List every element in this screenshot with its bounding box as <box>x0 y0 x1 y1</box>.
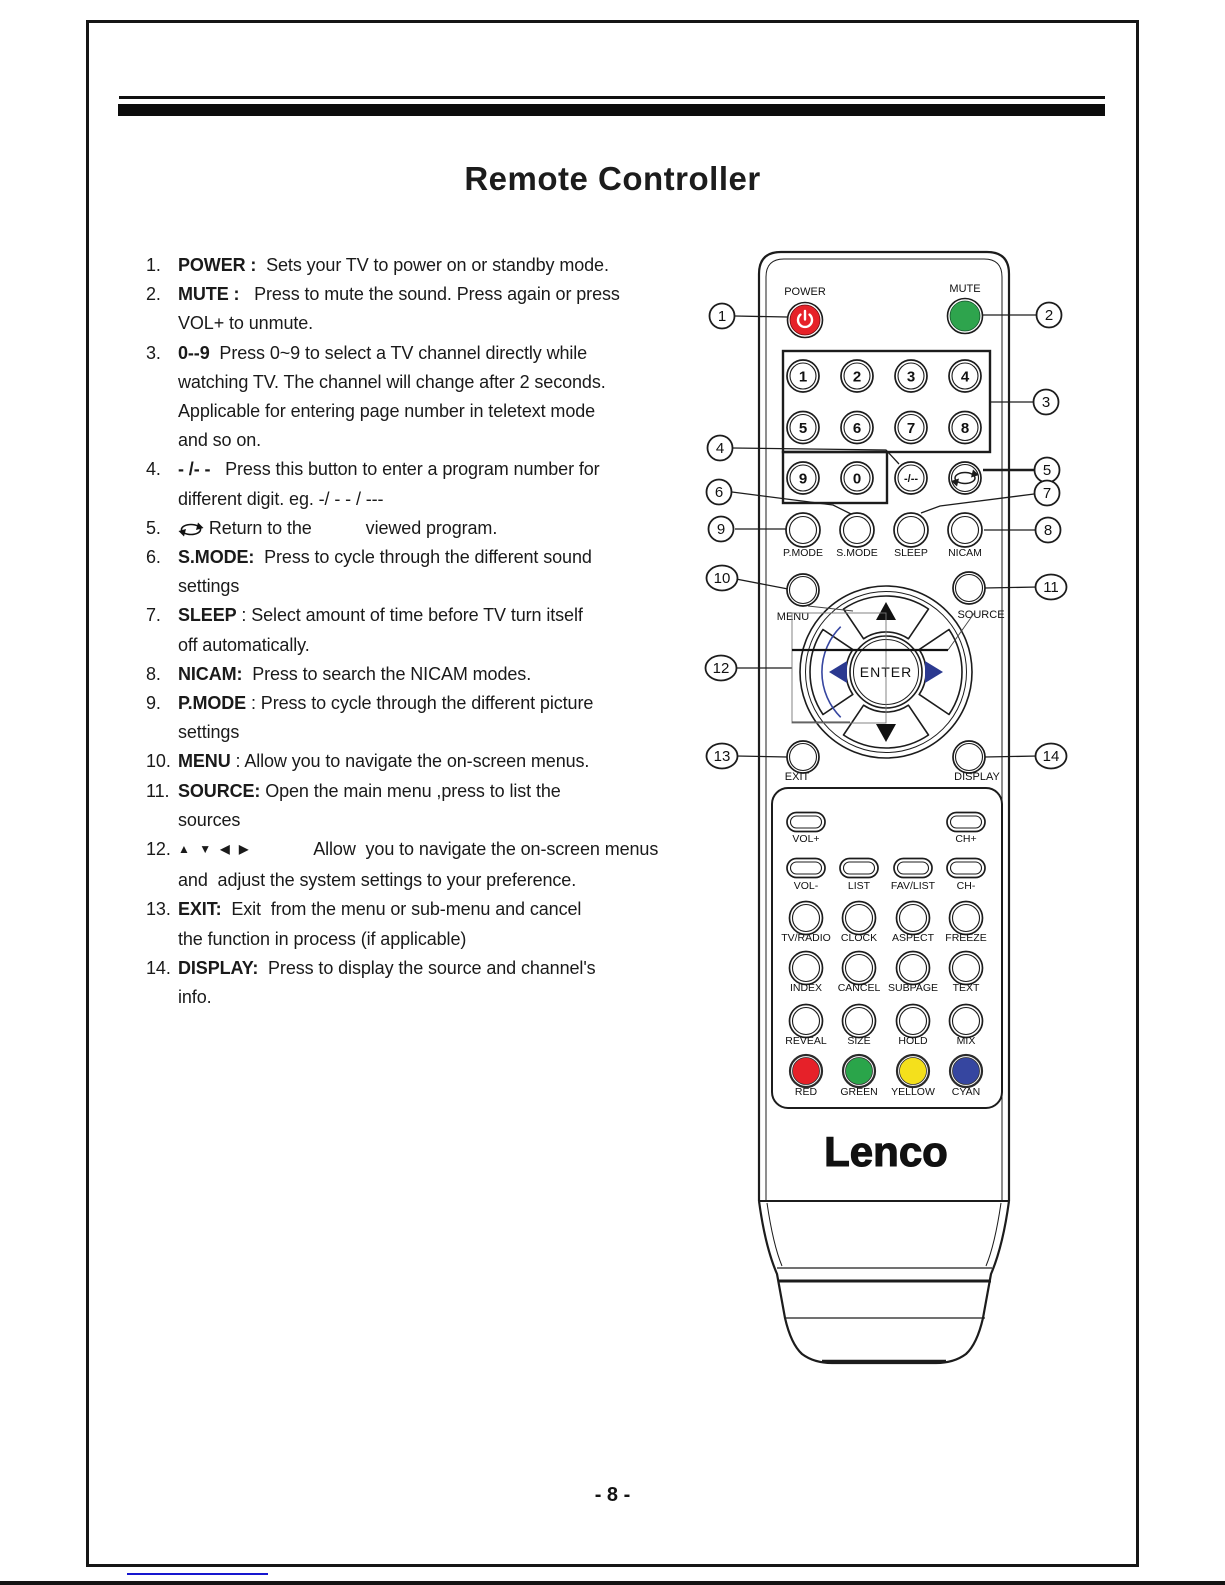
right-arrow-icon <box>925 661 943 683</box>
keyword: MUTE : <box>178 284 240 305</box>
left-arrow-icon <box>829 661 847 683</box>
item-text <box>178 397 746 426</box>
remote-cyan-label: CYAN <box>951 1086 981 1098</box>
item-text <box>178 455 746 484</box>
item-number: 1. <box>146 255 161 275</box>
callout-number: 5 <box>1042 462 1052 479</box>
body-text: Allow you to navigate the on-screen menus <box>313 839 659 860</box>
callout-10 <box>707 566 738 591</box>
item-number: 7. <box>146 605 161 626</box>
remote-digit-7-button <box>895 412 927 444</box>
instruction-line <box>146 747 746 776</box>
svg-text:-/--: -/-- <box>903 473 919 485</box>
callout-8 <box>1036 518 1061 543</box>
enter-label: ENTER <box>859 664 913 680</box>
remote-text-button <box>950 952 983 985</box>
remote-power-button <box>788 303 823 338</box>
remote-digit-6-button <box>841 412 873 444</box>
body-text: Return to the <box>204 517 312 538</box>
remote-green-button <box>843 1055 875 1087</box>
instruction-line <box>146 660 746 689</box>
instruction-line <box>146 954 746 983</box>
footer-link[interactable] <box>127 1573 268 1575</box>
remote-hold-label: HOLD <box>898 1035 928 1047</box>
callout-3 <box>1034 390 1059 415</box>
remote-subpage-label: SUBPAGE <box>888 982 938 994</box>
item-number-spacer <box>146 806 178 835</box>
body-text: settings <box>178 722 240 743</box>
body-text: the function in process (if applicable) <box>178 928 467 949</box>
item-number: 13. <box>146 899 171 920</box>
item-number-spacer <box>146 309 178 338</box>
remote-list-button <box>840 859 878 878</box>
instruction-line <box>146 339 746 368</box>
remote-dpad <box>792 586 975 758</box>
remote-cyan-button <box>950 1055 982 1087</box>
header-rule-thin <box>119 96 1105 99</box>
callout-2 <box>1037 303 1062 328</box>
body-text: watching TV. The channel will change after 2 seconds. <box>178 371 606 392</box>
digit-label: 8 <box>960 420 970 437</box>
item-number: 2. <box>146 284 161 305</box>
remote-size-button <box>843 1005 876 1038</box>
keyword: EXIT: <box>178 899 222 920</box>
callout-number: 7 <box>1042 485 1052 502</box>
callout-number: 8 <box>1043 522 1053 539</box>
remote-menu-label: MENU <box>776 611 810 623</box>
callout-number: 11 <box>1043 579 1059 596</box>
instruction-line <box>146 601 746 630</box>
remote-p-mode-button <box>786 513 820 547</box>
remote-power-label: POWER <box>784 286 826 298</box>
digit-label: 7 <box>906 420 916 437</box>
item-text <box>178 718 746 747</box>
remote-aspect-label: ASPECT <box>891 932 935 944</box>
instruction-line <box>146 514 746 543</box>
remote-mute-label: MUTE <box>949 283 981 295</box>
keyword: DISPLAY: <box>178 957 259 978</box>
item-number: 12. <box>146 839 171 860</box>
instruction-line <box>146 718 746 747</box>
item-text <box>178 835 746 866</box>
remote-return-button <box>949 462 981 494</box>
item-number-spacer <box>146 368 178 397</box>
item-number-spacer <box>146 866 178 895</box>
remote-display-label: DISPLAY <box>954 771 1000 783</box>
callout-number: 1 <box>717 308 727 325</box>
remote-index-label: INDEX <box>789 982 823 994</box>
remote-red-label: RED <box>794 1086 818 1098</box>
remote-digit-1-button <box>787 360 819 392</box>
instruction-line <box>146 280 746 309</box>
text-gap <box>312 533 366 534</box>
remote-digit-8-button <box>949 412 981 444</box>
item-text <box>178 689 746 718</box>
body-text: different digit. eg. -/ - - / --- <box>178 488 384 509</box>
remote-digit-9-button <box>787 462 819 494</box>
instruction-line <box>146 983 746 1012</box>
callout-number: 6 <box>714 484 724 501</box>
page-title: Remote Controller <box>464 160 761 197</box>
remote-text-label: TEXT <box>952 982 980 994</box>
remote-reveal-button <box>790 1005 823 1038</box>
item-text <box>178 925 746 954</box>
body-text: Applicable for entering page number in teletext mode <box>178 401 596 422</box>
callout-12 <box>706 656 737 681</box>
remote-p-mode-label: P.MODE <box>782 547 824 559</box>
remote-digit-2-button <box>841 360 873 392</box>
item-text <box>178 806 746 835</box>
item-number-spacer <box>146 485 178 514</box>
remote-volplus-button <box>787 813 825 832</box>
digit-label: 2 <box>852 368 862 386</box>
remote-green-label: GREEN <box>840 1086 878 1098</box>
remote-list-label: LIST <box>847 880 871 892</box>
body-text: : Allow you to navigate the on-screen menus. <box>230 751 590 772</box>
callout-6 <box>707 480 732 505</box>
item-number: 11. <box>146 780 170 801</box>
instruction-line <box>146 689 746 718</box>
remote-aspect-button <box>897 902 930 935</box>
item-text <box>178 777 746 806</box>
callout-4 <box>708 436 733 461</box>
remote-display-button <box>953 741 985 773</box>
remote-cancel-button <box>843 952 876 985</box>
keyword: POWER : <box>178 255 257 275</box>
keyword: 0--9 <box>178 342 210 363</box>
callout-11 <box>1036 575 1067 600</box>
item-number: 6. <box>146 547 161 568</box>
remote-size-label: SIZE <box>847 1035 871 1047</box>
item-number-spacer <box>146 631 178 660</box>
callout-number: 3 <box>1041 394 1051 411</box>
remote-nicam-label: NICAM <box>948 547 982 559</box>
digit-label: 1 <box>798 368 808 386</box>
remote-yellow-button <box>897 1055 929 1087</box>
instruction-line <box>146 806 746 835</box>
digit-label: 5 <box>798 420 808 437</box>
remote-exit-button <box>787 741 819 773</box>
down-arrow-icon <box>876 724 896 742</box>
callout-number: 9 <box>716 521 726 538</box>
instruction-line <box>146 368 746 397</box>
instruction-line <box>146 925 746 954</box>
instruction-list <box>146 251 746 1012</box>
keyword: P.MODE <box>178 693 247 714</box>
item-number: 5. <box>146 517 161 538</box>
digit-label: 3 <box>906 368 916 386</box>
remote-nicam-button <box>948 513 982 547</box>
remote-red-button <box>790 1055 822 1087</box>
remote-digit-0-button <box>841 462 873 494</box>
brand-logo: Lenco <box>824 1128 948 1175</box>
body-text: info. <box>178 987 212 1008</box>
remote-freeze-button <box>950 902 983 935</box>
body-text: : Press to cycle through the different picture <box>246 693 594 714</box>
remote-digit-3-button <box>895 360 927 392</box>
keyword: S.MODE: <box>178 547 255 568</box>
remote-digit-5-button <box>787 412 819 444</box>
item-text <box>178 339 746 368</box>
instruction-line <box>146 251 746 280</box>
remote-sleep-label: SLEEP <box>894 547 928 559</box>
callout-5 <box>1035 458 1060 483</box>
item-number-spacer <box>146 397 178 426</box>
instruction-line <box>146 777 746 806</box>
remote-fav-list-button <box>894 859 932 878</box>
item-text <box>178 426 746 455</box>
callout-number: 14 <box>1042 748 1060 765</box>
body-text: Exit from the menu or sub-menu and cancel <box>221 899 582 920</box>
keyword: SLEEP <box>178 605 237 626</box>
remote-fav-list-label: FAV/LIST <box>890 880 936 892</box>
item-number-spacer <box>146 983 178 1012</box>
item-text <box>178 866 746 895</box>
scan-bottom-edge <box>0 1581 1225 1585</box>
body-text: Open the main menu ,press to list the <box>260 780 561 801</box>
body-text: Press to mute the sound. Press again or press <box>239 284 620 305</box>
page-number: - 8 - <box>594 1484 631 1506</box>
callout-number: 12 <box>712 660 730 677</box>
remote-exit-label: EXIT <box>784 771 810 783</box>
callout-number: 2 <box>1044 307 1054 324</box>
remote-mix-button <box>950 1005 983 1038</box>
item-text <box>178 368 746 397</box>
item-text <box>178 543 746 572</box>
body-text: and so on. <box>178 430 262 451</box>
body-text: Sets your TV to power on or standby mode. <box>256 255 609 275</box>
item-text <box>178 485 746 514</box>
item-text <box>178 983 746 1012</box>
remote-source-label: SOURCE <box>957 609 1005 621</box>
remote-index-button <box>790 952 823 985</box>
instruction-line <box>146 426 746 455</box>
remote-ch-button <box>947 859 985 878</box>
remote-source-button <box>953 572 985 604</box>
digit-label: 0 <box>852 470 862 488</box>
remote-hold-button <box>897 1005 930 1038</box>
body-text: and adjust the system settings to your preference. <box>178 870 577 891</box>
keyword: NICAM: <box>178 663 243 684</box>
body-text: viewed program. <box>365 517 498 538</box>
item-text <box>178 514 746 543</box>
digit-label: 9 <box>798 470 808 488</box>
callout-7 <box>1035 481 1060 506</box>
callout-1 <box>710 304 735 329</box>
body-text: sources <box>178 809 241 830</box>
remote-sleep-button <box>894 513 928 547</box>
remote-menu-button <box>787 574 819 606</box>
remote-reveal-label: REVEAL <box>785 1035 827 1047</box>
remote-tv-radio-label: TV/RADIO <box>781 932 831 944</box>
body-text: off automatically. <box>178 634 310 655</box>
remote-subpage-button <box>897 952 930 985</box>
keyword: - /- - <box>178 459 211 480</box>
item-number-spacer <box>146 925 178 954</box>
body-text: VOL+ to unmute. <box>178 313 314 334</box>
item-number-spacer <box>146 572 178 601</box>
remote-clock-button <box>843 902 876 935</box>
callout-13 <box>707 744 738 769</box>
arrow-glyphs: ▲ ▼ ◀ ▶ <box>178 842 252 857</box>
item-text <box>178 280 746 309</box>
instruction-line <box>146 895 746 924</box>
text-gap <box>251 854 313 855</box>
remote-freeze-label: FREEZE <box>945 932 987 944</box>
header-rule-thick <box>118 104 1105 116</box>
keyword: MENU <box>178 751 231 772</box>
remote-s-mode-label: S.MODE <box>836 547 878 559</box>
digit-label: 4 <box>960 368 970 386</box>
item-text <box>178 631 746 660</box>
remote-chplus-label: CH+ <box>955 833 977 845</box>
item-text <box>178 895 746 924</box>
item-text <box>178 954 746 983</box>
instruction-line <box>146 309 746 338</box>
digit-label: 6 <box>852 420 862 437</box>
remote-tv-radio-button <box>790 902 823 935</box>
instruction-line <box>146 455 746 484</box>
body-text: Press to cycle through the different sound <box>254 547 592 568</box>
callout-number: 10 <box>713 570 731 587</box>
instruction-line <box>146 866 746 895</box>
return-icon <box>178 522 204 537</box>
item-number: 4. <box>146 459 161 480</box>
remote-clock-label: CLOCK <box>840 932 878 944</box>
body-text: : Select amount of time before TV turn itself <box>236 605 583 626</box>
item-number-spacer <box>146 718 178 747</box>
body-text: Press to display the source and channel's <box>258 957 596 978</box>
remote-chplus-button <box>947 813 985 832</box>
item-text <box>178 601 746 630</box>
body-text: settings <box>178 576 240 597</box>
item-number: 14. <box>146 957 171 978</box>
item-number: 3. <box>146 342 161 363</box>
remote-dash-button <box>895 462 927 494</box>
instruction-line <box>146 543 746 572</box>
remote-s-mode-button <box>840 513 874 547</box>
remote-mute-button <box>948 299 983 334</box>
remote-mix-label: MIX <box>956 1035 976 1047</box>
item-text <box>178 572 746 601</box>
instruction-line <box>146 397 746 426</box>
remote-vol-label: VOL- <box>793 880 819 892</box>
instruction-line <box>146 631 746 660</box>
item-text <box>178 660 746 689</box>
item-number: 9. <box>146 693 161 714</box>
callout-leader-lines <box>732 315 1038 757</box>
remote-vol-button <box>787 859 825 878</box>
instruction-line <box>146 572 746 601</box>
body-text: Press to search the NICAM modes. <box>242 663 532 684</box>
remote-volplus-label: VOL+ <box>792 833 820 845</box>
callout-number: 13 <box>713 748 731 765</box>
item-text <box>178 251 746 280</box>
remote-yellow-label: YELLOW <box>891 1086 935 1098</box>
remote-cancel-label: CANCEL <box>837 982 881 994</box>
item-number: 10. <box>146 751 171 772</box>
instruction-line <box>146 485 746 514</box>
remote-illustration <box>690 240 1110 1420</box>
item-text <box>178 747 746 776</box>
callout-14 <box>1036 744 1067 769</box>
item-text <box>178 309 746 338</box>
instruction-line <box>146 835 746 866</box>
item-number: 8. <box>146 663 161 684</box>
item-number-spacer <box>146 426 178 455</box>
callout-9 <box>709 517 734 542</box>
body-text: Press this button to enter a program number for <box>210 459 600 480</box>
remote-digit-4-button <box>949 360 981 392</box>
remote-ch-label: CH- <box>956 880 976 892</box>
body-text: Press 0~9 to select a TV channel directly while <box>209 342 588 363</box>
callout-number: 4 <box>715 440 725 457</box>
keyword: SOURCE: <box>178 780 261 801</box>
